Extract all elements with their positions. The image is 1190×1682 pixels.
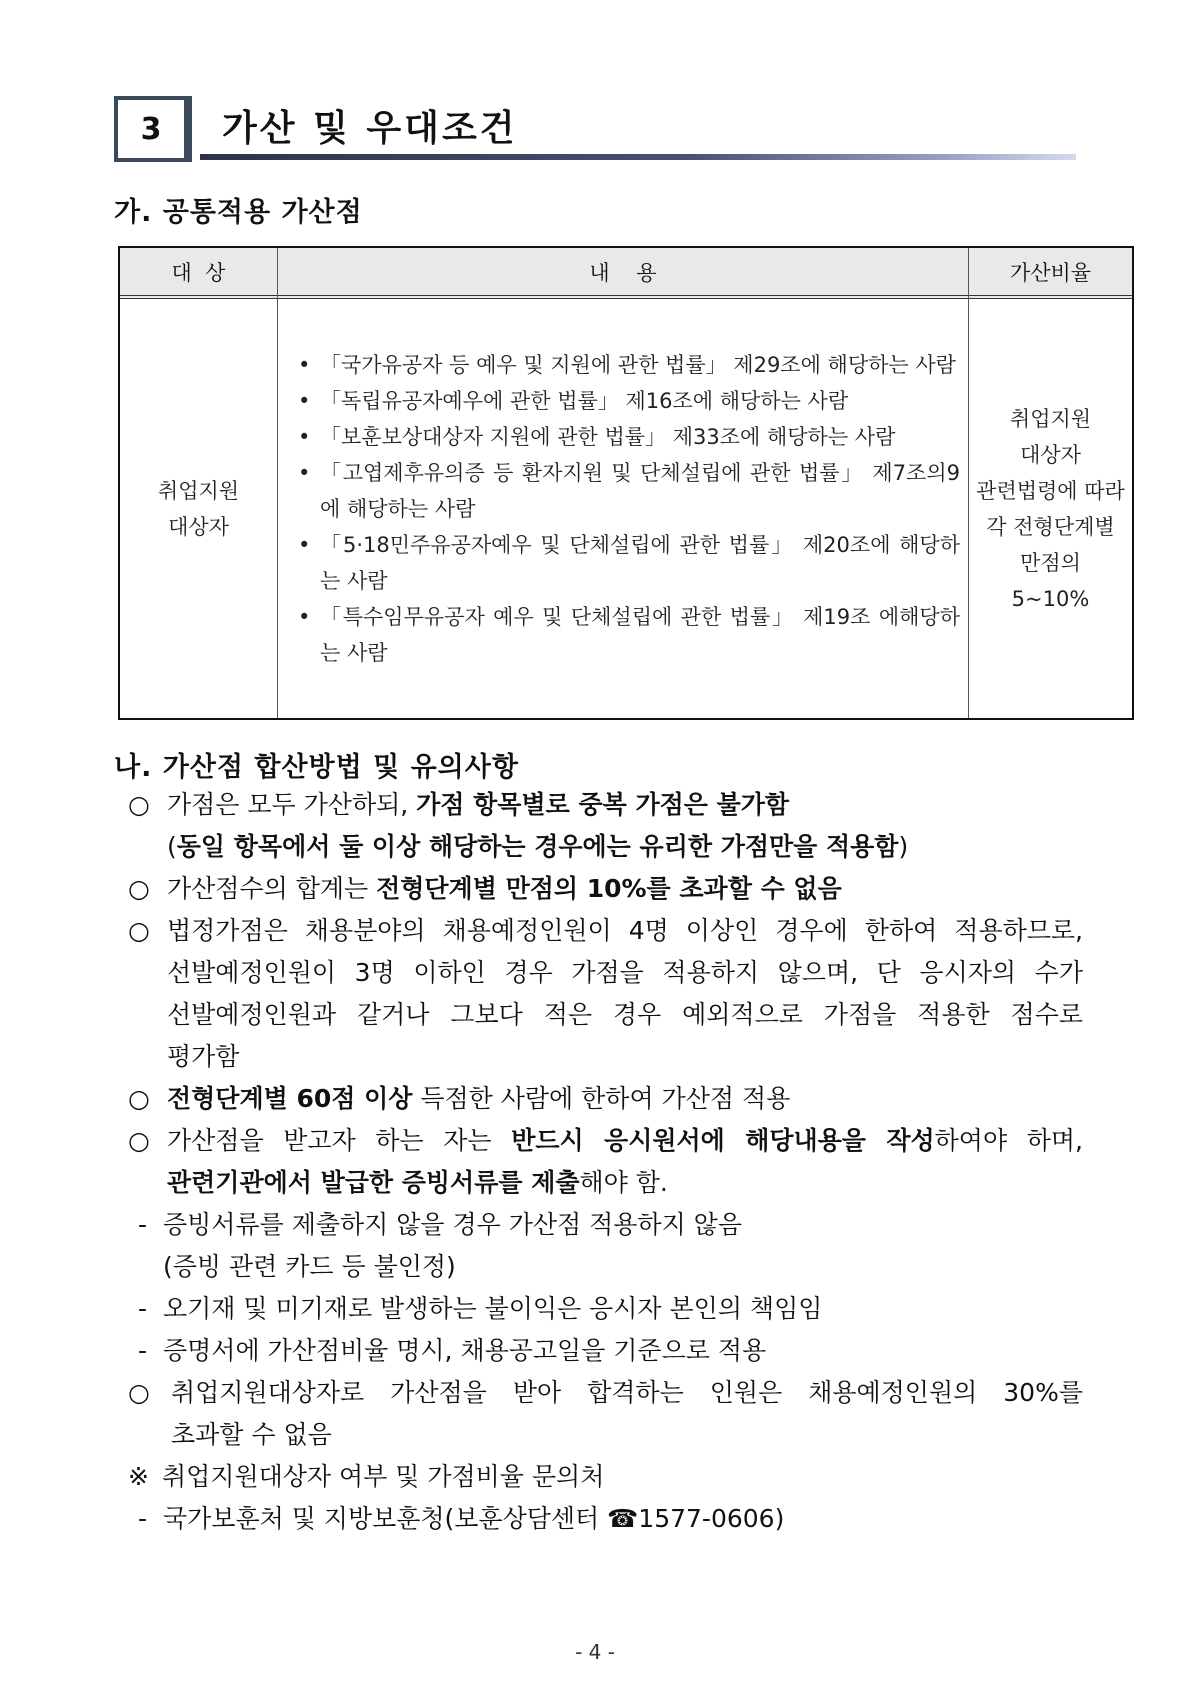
cell-target [120, 300, 277, 718]
subsection-b-heading: 나. 가산점 합산방법 및 유의사항 [114, 752, 519, 783]
table-header-row [120, 248, 1132, 299]
dash-marker: - [138, 1294, 148, 1323]
section-header [114, 96, 1074, 166]
circle-marker: ○ [128, 790, 150, 819]
section-number: 3 [140, 111, 162, 147]
bullet: • [298, 533, 311, 557]
section-title: 가산 및 우대조건 [222, 108, 518, 149]
law-item: • 「특수임무유공자 예우 및 단체설립에 관한 법률」 제19조 에해당하는 사람 [286, 599, 960, 671]
bullet: • [298, 605, 311, 629]
subsection-a-heading: 가. 공통적용 가산점 [114, 197, 363, 228]
page-number: - 4 - [575, 1640, 615, 1664]
note-marker: ※ [128, 1462, 149, 1491]
phone-number: 1577-0606 [638, 1504, 775, 1533]
bullet: • [298, 389, 311, 413]
circle-marker: ○ [128, 1378, 150, 1407]
law-item: • 「보훈보상대상자 지원에 관한 법률」 제33조에 해당하는 사람 [286, 419, 960, 455]
bullet: • [298, 425, 311, 449]
circle-marker: ○ [128, 1126, 150, 1155]
note-item-3-line: 법정가점은 채용분야의 채용예정인원이 4명 이상인 경우에 한하여 적용하므로, [167, 916, 1083, 945]
law-item: • 「고엽제후유의증 등 환자지원 및 단체설립에 관한 법률」 제7조의9에 해당하는 사람 [286, 455, 960, 527]
rate-line: 대상자 [1020, 443, 1081, 467]
note-item-1-sub: (동일 항목에서 둘 이상 해당하는 경우에는 유리한 가점만을 적용함) [167, 832, 909, 861]
circle-marker: ○ [128, 916, 150, 945]
note-item-3-line: 선발예정인원과 같거나 그보다 적은 경우 예외적으로 가점을 적용한 점수로 [167, 1000, 1083, 1029]
circle-marker: ○ [128, 1084, 150, 1113]
cell-content [278, 300, 968, 718]
header-rate: 가산비율 [1009, 260, 1092, 285]
target-line: 취업지원 [157, 479, 240, 503]
dash-marker: - [138, 1210, 148, 1239]
note-item-6-line: 취업지원대상자로 가산점을 받아 합격하는 인원은 채용예정인원의 30%를 [171, 1378, 1083, 1407]
note-item-5-line: 가산점을 받고자 하는 자는 반드시 응시원서에 해당내용을 작성하여야 하며, [167, 1126, 1083, 1155]
bullet: • [298, 461, 311, 485]
bonus-points-table [118, 246, 1134, 720]
note-item-3-line: 평가함 [167, 1042, 240, 1071]
dash-marker: - [138, 1504, 148, 1533]
circle-marker: ○ [128, 874, 150, 903]
note-item-6-line: 초과할 수 없음 [171, 1420, 332, 1449]
rate-line: 5~10% [1011, 587, 1090, 611]
rate-line: 관련법령에 따라 [976, 479, 1125, 503]
note-item-3-line: 선발예정인원이 3명 이하인 경우 가점을 적용하지 않으며, 단 응시자의 수가 [167, 958, 1083, 987]
rate-line: 만점의 [1020, 551, 1081, 575]
note-item-5-line: 관련기관에서 발급한 증빙서류를 제출해야 함. [167, 1168, 668, 1197]
bullet: • [298, 353, 311, 377]
target-line: 대상자 [168, 515, 229, 539]
law-item: • 「5·18민주유공자예우 및 단체설립에 관한 법률」 제20조에 해당하는 사람 [286, 527, 960, 599]
header-target: 대 상 [171, 260, 226, 285]
dash-item-1-sub: (증빙 관련 카드 등 불인정) [163, 1252, 456, 1281]
cell-rate [969, 300, 1132, 718]
document-page: 3 가산 및 우대조건 가. 공통적용 가산점 대 상 내 용 가산비율 취업지원 대상자 • 「국가유공자 등 예우 및 지원에 관한 법률」 제29조에 해당하는 사람 • 「독립유공자예우에 관한 법률」 제16조에 해당하는 사람 • 「보훈보상대상자 지원에 관한 법률」 제33조에 해당하는 사람 • 「고엽제후유의증 등 환자지원 및 단체설립에 관한 법률」 제7조의9에 해당하는 사람 • 「5·18민주유공자예우 및 단체설립에 관한 법률」 제20조에 해당하는 사람 • 「특수임무유공자 예우 및 단체설립에 관한 법률」 제19조 에해당하는 사람 취업지원 대상자 관련법령에 따라 각 전형단계별 만점의 5~10% 나. 가산점 합산방법 및 유의사항 ○ 가점은 모두 가산하되, 가점 항목별로 중복 가점은 불가함 (동일 항목에서 둘 이상 해당하는 경우에는 유리한 가점만을 적용함) ○ 가산점수의 합계는 전형단계별 만점의 10%를 초과할 수 없음 ○ 법정가점은 채용분야의 채용예정인원이 4명 이상인 경우에 한하여 적용하므로, 선발예정인원이 3명 이하인 경우 가점을 적용하지 않으며, 단 응시자의 수가 선발예정인원과 같거나 그보다 적은 경우 예외적으로 가점을 적용한 점수로 평가함 ○ 전형단계별 60점 이상 득점한 사람에 한하여 가산점 적용 ○ 가산점을 받고자 하는 자는 반드시 응시원서에 해당내용을 작성하여야 하며, 관련기관에서 발급한 증빙서류를 제출해야 함. - 증빙서류를 제출하지 않을 경우 가산점 적용하지 않음 (증빙 관련 카드 등 불인정) - 오기재 및 미기재로 발생하는 불이익은 응시자 본인의 책임임 - 증명서에 가산점비율 명시, 채용공고일을 기준으로 적용 ○ 취업지원대상자로 가산점을 받아 합격하는 인원은 채용예정인원의 30%를 초과할 수 없음 ※ 취업지원대상자 여부 및 가점비율 문의처 - 국가보훈처 및 지방보훈청(보훈상담센터 ☎1577-0606) - 4 - [0, 0, 1190, 1682]
rate-line: 각 전형단계별 [986, 515, 1115, 539]
dash-marker: - [138, 1336, 148, 1365]
law-item: • 「국가유공자 등 예우 및 지원에 관한 법률」 제29조에 해당하는 사람 [286, 347, 960, 383]
phone-icon: ☎ [607, 1504, 639, 1533]
rate-line: 취업지원 [1009, 407, 1092, 431]
header-content: 내 용 [589, 260, 657, 285]
law-item: • 「독립유공자예우에 관한 법률」 제16조에 해당하는 사람 [286, 383, 960, 419]
section-title-underline [200, 154, 1076, 160]
section-number-box [114, 96, 188, 162]
